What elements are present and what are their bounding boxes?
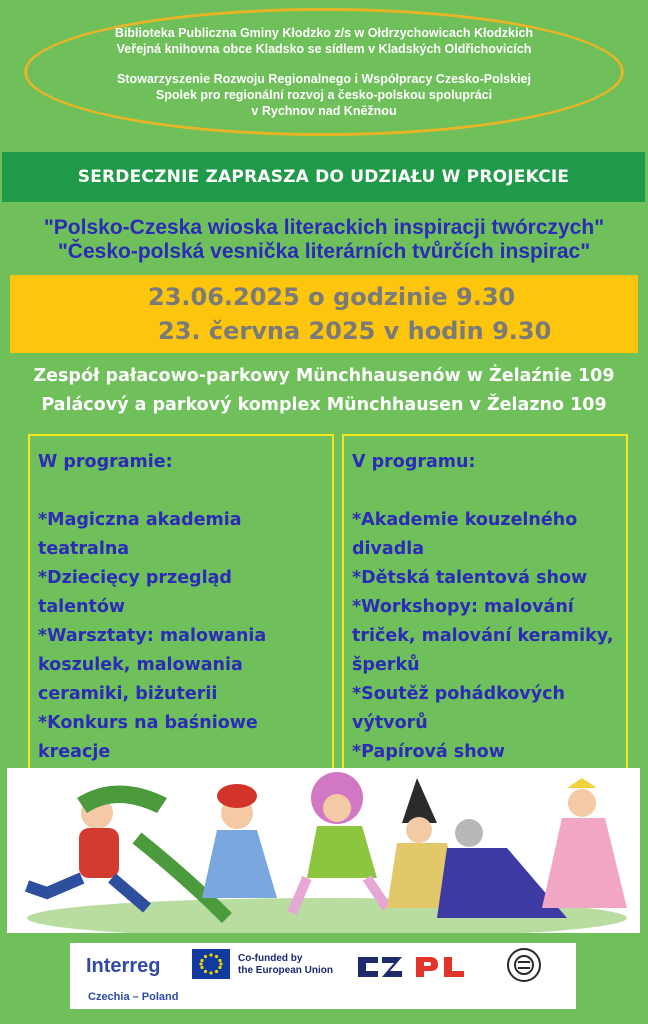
organizers-ellipse [24, 8, 624, 136]
program-pl-item: *Dziecięcy przegląd talentów [38, 568, 232, 617]
program-cz-heading: V programu: [352, 452, 476, 472]
program-cz-box [342, 434, 628, 774]
invitation-text: SERDECZNIE ZAPRASZA DO UDZIAŁU W PROJEKCIE [77, 167, 570, 187]
venue-cz: Palácový a parkový komplex Münchhausen v Želazno 109 [41, 395, 607, 415]
project-title-pl: "Polsko-Czeska wioska literackich inspiracji twórczych" [43, 216, 605, 239]
program-cz-item: *Papírová show [352, 742, 505, 762]
org1-line1: Biblioteka Publiczna Gminy Kłodzko z/s w Ołdrzychowicach Kłodzkich [114, 26, 534, 40]
date-cz: 23. června 2025 v hodin 9.30 [158, 317, 552, 345]
project-title [0, 216, 648, 264]
invitation-banner [2, 152, 645, 202]
program-pl-item: *Warsztaty: malowania koszulek, malowania ceramiki, biżuterii [38, 626, 267, 704]
program-pl-box [28, 434, 334, 774]
program-pl-item: *Magiczna akademia teatralna [38, 510, 242, 559]
org2-line2: Spolek pro regionální rozvoj a česko-polskou spolupráci [155, 88, 493, 102]
eu-line1: Co-funded by [238, 953, 303, 964]
children-parade-image [7, 768, 640, 933]
program-cz-item: *Akademie kouzelného divadla [352, 510, 578, 559]
interreg-logo: Interreg [86, 955, 161, 977]
association-seal-icon [506, 947, 542, 983]
eu-flag-icon [192, 949, 230, 979]
interreg-region: Czechia – Poland [88, 991, 179, 1003]
program-cz-item: *Workshopy: malování triček, malování keramiky, šperků [352, 597, 614, 675]
eu-cofunded-text [238, 953, 333, 977]
venue-pl: Zespół pałacowo-parkowy Münchhausenów w Żelaźnie 109 [33, 366, 615, 386]
org1-line2: Veřejná knihovna obce Kladsko se sídlem v Kladských Oldřichovicích [116, 42, 532, 56]
cz-pl-logo-icon [356, 953, 472, 981]
program-cz-item: *Dětská talentová show [352, 568, 588, 588]
eu-line2: the European Union [238, 965, 333, 976]
funding-footer [70, 943, 576, 1009]
children-illustration [7, 768, 640, 933]
program-cz-item: *Soutěž pohádkových výtvorů [352, 684, 565, 733]
venue [0, 362, 648, 420]
project-title-cz: "Česko-polská vesnička literárních tvůrčích inspirac" [57, 240, 591, 263]
program-pl-item: *Konkurs na baśniowe kreacje [38, 713, 258, 762]
org2-line1: Stowarzyszenie Rozwoju Regionalnego i Współpracy Czesko-Polskiej [117, 72, 531, 86]
date-pl: 23.06.2025 o godzinie 9.30 [148, 283, 516, 311]
org2-line3: v Rychnov nad Kněžnou [251, 104, 397, 118]
program-pl-heading: W programie: [38, 452, 173, 472]
